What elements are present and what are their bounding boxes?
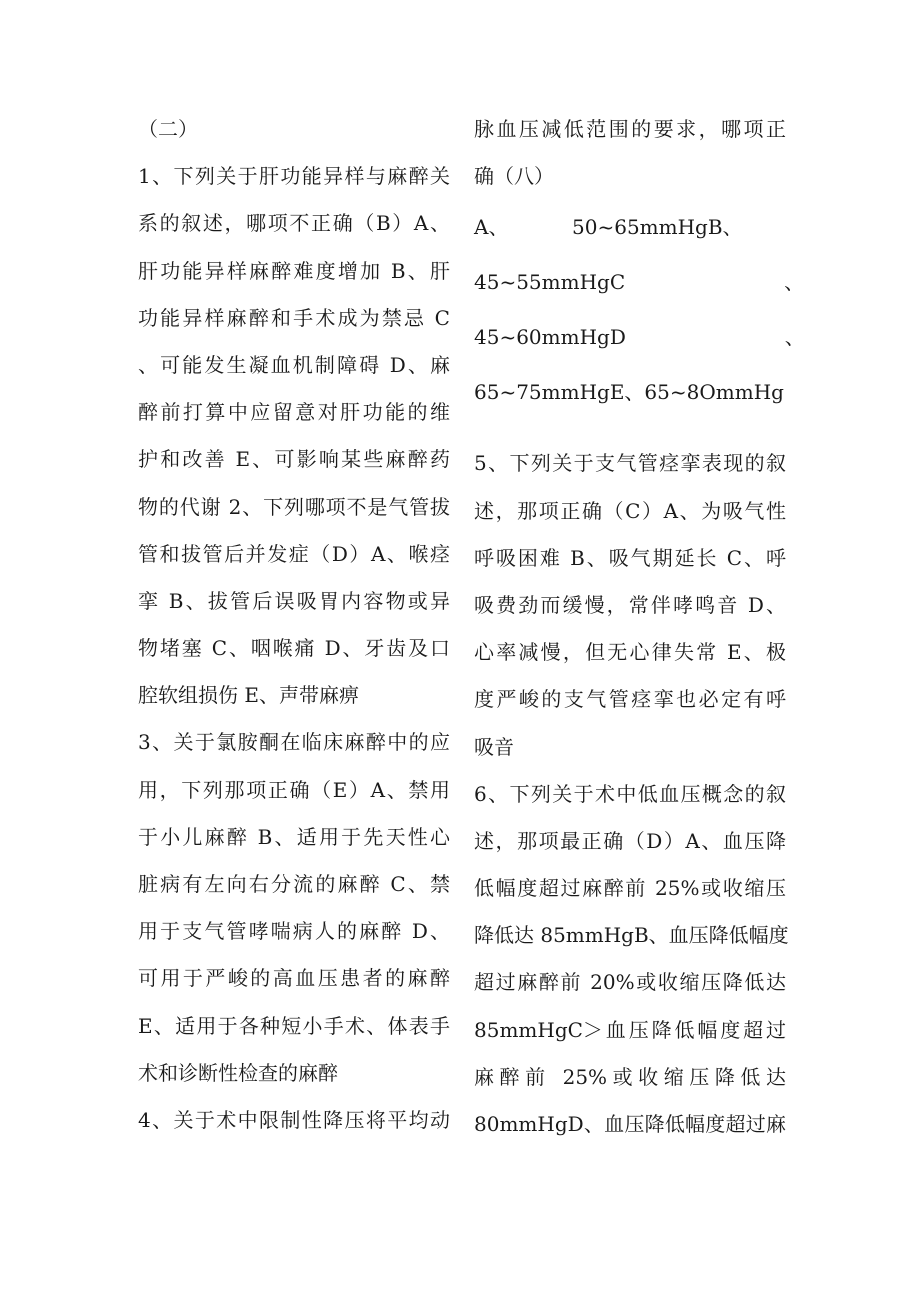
- text-line: 术和诊断性检查的麻醉: [138, 1060, 338, 1085]
- text-line: 脉血压减低范围的要求，哪项正: [474, 117, 786, 141]
- text-line: 吸音: [474, 734, 514, 759]
- text-line: 吸费劲而缓慢，常伴哮鸣音 D、: [474, 592, 786, 617]
- paragraph-gap: [474, 420, 786, 440]
- right-column: [474, 106, 805, 1148]
- answer-option-line: 65~75mmHgE、65~8OmmHg: [474, 380, 784, 405]
- text-line: 用，下列那项正确（E）A、禁用: [138, 777, 450, 802]
- text-line: 确（八）: [474, 164, 554, 189]
- text-line: 4、关于术中限制性降压将平均动: [138, 1107, 450, 1132]
- answer-option-line: 45~60mmHgD 、: [474, 325, 805, 350]
- text-line: 醉前打算中应留意对肝功能的维: [138, 400, 450, 425]
- text-line: 脏病有左向右分流的麻醉 C、禁: [138, 872, 450, 896]
- text-line: 可用于严峻的高血压患者的麻醉: [138, 966, 450, 991]
- text-line: 1、下列关于肝功能异样与麻醉关: [138, 164, 450, 189]
- text-line: 3、关于氯胺酮在临床麻醉中的应: [138, 730, 450, 755]
- text-line: 护和改善 E、可影响某些麻醉药: [138, 447, 450, 472]
- section-heading: （二）: [138, 117, 198, 141]
- text-line: 超过麻醉前 20%或收缩压降低达: [474, 970, 786, 995]
- text-line: 80mmHgD、血压降低幅度超过麻: [474, 1112, 786, 1136]
- text-line: 麻醉前 25%或收缩压降低达: [474, 1064, 786, 1089]
- answer-option-line: A、 50~65mmHgB、: [474, 215, 743, 240]
- text-line: 呼吸困难 B、吸气期延长 C、呼: [474, 545, 786, 570]
- text-line: 物的代谢 2、下列哪项不是气管拔: [138, 494, 450, 519]
- text-line: 低幅度超过麻醉前 25%或收缩压: [474, 876, 786, 901]
- text-line: 功能异样麻醉和手术成为禁忌 C: [138, 305, 450, 330]
- text-line: 6、下列关于术中低血压概念的叙: [474, 781, 786, 806]
- text-line: 5、下列关于支气管痉挛表现的叙: [474, 451, 786, 476]
- answer-option-line: 45~55mmHgC 、: [474, 270, 805, 295]
- text-line: 、可能发生凝血机制障碍 D、麻: [138, 352, 450, 377]
- text-line: 挛 B、拔管后误吸胃内容物或异: [138, 588, 450, 613]
- text-line: 管和拔管后并发症（D）A、喉痉: [138, 541, 450, 566]
- text-line: 心率减慢，但无心律失常 E、极: [474, 640, 786, 665]
- text-line: 于小儿麻醉 B、适用于先天性心: [138, 824, 450, 849]
- text-line: 述，那项正确（C）A、为吸气性: [474, 498, 786, 523]
- text-line: 述，那项最正确（D）A、血压降: [474, 828, 786, 853]
- text-line: 系的叙述，哪项不正确（B）A、: [138, 211, 450, 236]
- text-line: 85mmHgC＞血压降低幅度超过: [474, 1017, 786, 1042]
- left-column: [138, 106, 450, 1144]
- text-line: 物堵塞 C、咽喉痛 D、牙齿及口: [138, 636, 450, 661]
- text-line: 降低达 85mmHgB、血压降低幅度: [474, 923, 789, 948]
- text-line: 用于支气管哮喘病人的麻醉 D、: [138, 919, 450, 944]
- text-line: E、适用于各种短小手术、体表手: [138, 1013, 450, 1038]
- text-line: 腔软组损伤 E、声带麻痹: [138, 683, 359, 708]
- text-line: 度严峻的支气管痉挛也必定有呼: [474, 687, 786, 712]
- text-line: 肝功能异样麻醉难度增加 B、肝: [138, 258, 450, 283]
